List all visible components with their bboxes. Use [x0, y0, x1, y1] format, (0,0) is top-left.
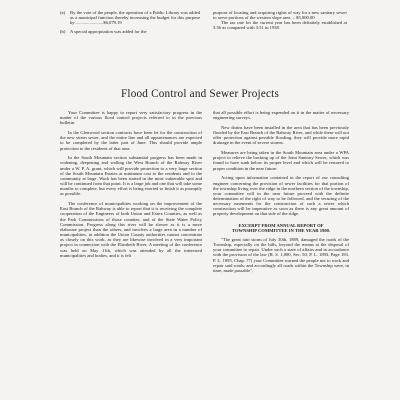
excerpt-heading	[213, 223, 349, 233]
excerpt-paragraph: "The great rain storm of July 30th, 1889, damaged the roads of the Township, especially on the hills, beyond the means at the disposal of your committee to repair. Under such a state of affairs and in accordance with the provision of the law (R. S. 1,000, Sec. 50, P. L. 1893, Page 193, P. L. 1895, Chap. 77) your Committee warned the people not to work and repair said roads; and accordingly all roads within the Township were, in time, made passable",	[213, 237, 349, 273]
left-paragraph: Your Committee is happy to report very satisfactory progress in the matter of the various flood control projects referred to in the previous bulletin.	[60, 110, 202, 126]
left-paragraph: In the Glenwood section contracts have been let for the construction of the new storm sewer, and the entire line and all appurtenances are expected to be completed by the latter part of June. This should provide ample protection to the residents of that area.	[60, 130, 202, 151]
item-a-label: (a)	[60, 10, 66, 15]
item-b-continuation: purpose of locating and acquiring rights of way for a new sanitary sewer to serve portions of the western slope area ... $5,000.00	[213, 10, 347, 21]
budget-item-b	[60, 29, 200, 34]
item-b-text: A special appropriation was added for the	[70, 29, 147, 35]
item-b-label: (b)	[60, 29, 66, 35]
tax-rate-paragraph: The tax rate for the current year has been definitely established at 3.56 as compared with 3.51 in 1938.	[213, 20, 347, 31]
excerpt-heading-line-2: TOWNSHIP COMMITTEE IN THE YEAR 1900.	[231, 227, 331, 233]
budget-items-column	[60, 10, 200, 35]
section-title: Flood Control and Sewer Projects	[120, 88, 280, 100]
left-paragraph: In the South Mountain section substantial progress has been made in widening, deepening and walling the West Branch of the Rahway River under a W. P. A. grant, which will provide protection to a very large section of the South Mountain Estates at minimum cost to the residents and to the community at large. Work has been started in the most vulnerable spot and will be continued from that point. It is a large job and one that will take some months to complete, but every effort is being exerted to finish it as promptly as possible.	[60, 155, 202, 197]
left-text-column	[60, 110, 202, 258]
right-paragraph: New drains have been installed in the area that has been previously flooded by the East Branch of the Rahway River, and while these will not offer protection against possible flooding, they will provide more rapid drainage in the event of severe storms.	[213, 124, 349, 146]
right-text-column	[213, 110, 349, 273]
left-paragraph: The conference of municipalities working on the improvement of the East Branch of the Rahway is able to report that it is receiving the complete cooperation of the Engineers of both Union and Essex Counties, as well as the Park Commissions of those counties, and of the State Water Policy Commission. Progress along this river will be slower as it is a more elaborate project than the others, and involves a large area in a number of municipalities, in addition the Union County authorities cannot concentrate as closely on this work, as they are likewise involved in a very important project in connection with the Elizabeth River. A meeting of the conference was held on May 11th, which was attended by all the interested municipalities and bodies, and it is felt	[60, 201, 202, 258]
item-a-text: By the vote of the people, the operation of a Public Library was added as a municipal function thereby increasing the budget for this purpose by ........................$6,079.19	[70, 10, 200, 26]
budget-item-a	[60, 10, 200, 25]
right-paragraph: Measures are being taken in the South Mountain area under a WPA project to relieve the backing up of the Joint Sanitary Sewer, which was found to have sunk below its proper level and which will be restored to proper condition in the near future.	[213, 150, 349, 171]
right-paragraph: that all possible effort is being expended on it in the matter of necessary engineering surveys.	[213, 110, 349, 121]
budget-continuation-column	[213, 10, 347, 31]
excerpt-heading-line-1: EXCERPT FROM ANNUAL REPORT OF	[238, 222, 324, 228]
right-paragraph: Acting upon information contained in the report of our consulting engineer concerning the provision of sewer facilities for that portion of the township living over the ridge in the northern section of the township, your committee will in the near future proceed with the definite determination of the right of way to be followed, and the securing of the necessary easements for the construction of such a sewer which construction will be imperative as soon as there is any great amount of property development on that side of the ridge.	[213, 175, 349, 217]
